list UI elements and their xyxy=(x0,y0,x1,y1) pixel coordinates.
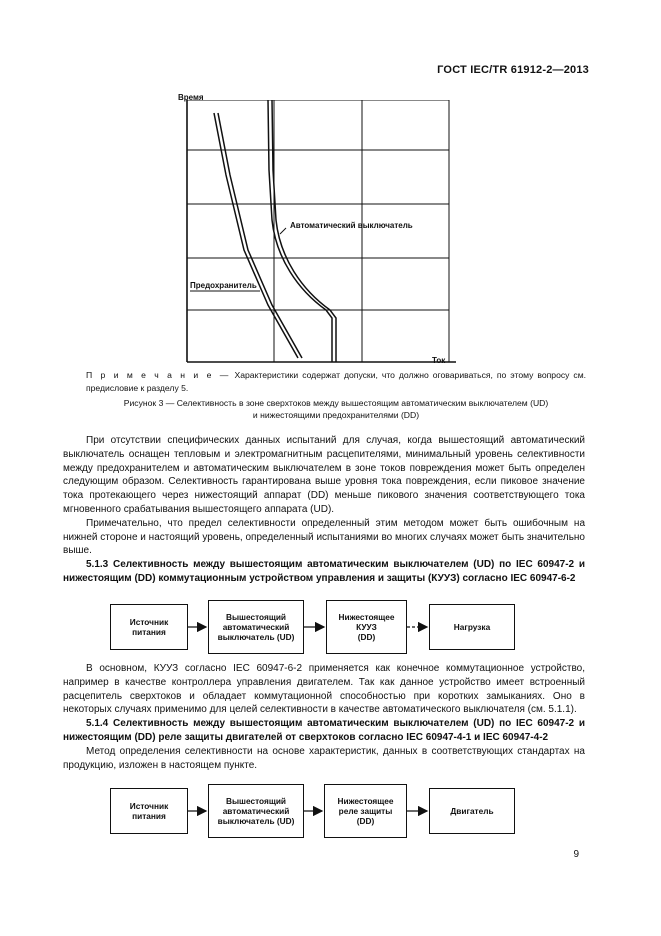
upstream-breaker-box: Вышестоящий автоматический выключатель (UD) xyxy=(208,600,304,654)
caption-line: Рисунок 3 — Селективность в зоне сверхтоков между вышестоящим автоматическим выключателем (UD) xyxy=(123,398,549,408)
page-number: 9 xyxy=(573,849,579,860)
paragraph: Примечательно, что предел селективности определенный этим методом может быть ошибочным на нижней стороне и настоящий уровень, определенный испытаниями во многих случаях может быть значительно выше. xyxy=(63,517,585,557)
note-prefix: П р и м е ч а н и е — xyxy=(86,370,231,380)
paragraph: В основном, КУУЗ согласно IEC 60947-6-2 применяется как конечное коммутационное устройство, например в качестве контроллера управления двигателем. Так как данное устройство имеет встроенный расцепитель сверхтоков и обладает коммутационной способностью при коротких замыканиях. Оно в некоторых случаях применимо для целей селективности в качестве автоматического выключателя (см. 5.1.1). xyxy=(63,663,585,716)
leader-line xyxy=(280,228,286,234)
downstream-cps-box: Нижестоящее КУУЗ (DD) xyxy=(326,600,407,654)
section-heading-5-1-3: 5.1.3 Селективность между вышестоящим автоматическим выключателем (UD) по IEC 60947-2 и нижестоящим (DD) коммутационным устройством управления и защиты (КУУЗ) согласно IEC 60947-6-2 xyxy=(63,559,585,584)
power-source-box: Источник питания xyxy=(110,604,188,650)
figure-caption xyxy=(60,397,612,421)
body-text-2 xyxy=(63,662,585,772)
upstream-breaker-box: Вышестоящий автоматический выключатель (UD) xyxy=(208,784,304,838)
figure-note xyxy=(86,369,586,395)
power-source-box: Источник питания xyxy=(110,788,188,834)
time-current-graph xyxy=(178,93,466,373)
note-text: Характеристики содержат допуски, что должно оговариваться, по этому вопросу см. предисловие к разделу 5. xyxy=(86,370,587,393)
axis-x-label: Ток xyxy=(432,356,446,365)
paragraph: Метод определения селективности на основе характеристик, данных в соответствующих стандартах на продукцию, изложен в настоящем пункте. xyxy=(63,745,585,771)
body-text-1 xyxy=(63,434,585,586)
breaker-curve-label: Автоматический выключатель xyxy=(290,221,413,230)
motor-box: Двигатель xyxy=(429,788,515,834)
section-heading-5-1-4: 5.1.4 Селективность между вышестоящим автоматическим выключателем (UD) по IEC 60947-2 и нижестоящим (DD) реле защиты двигателей от сверхтоков согласно IEC 60947-4-1 и IEC 60947-4-2 xyxy=(63,718,585,743)
downstream-relay-box: Нижестоящее реле защиты (DD) xyxy=(324,784,407,838)
axis-y-label: Время xyxy=(178,93,204,102)
document-header: ГОСТ IEC/TR 61912-2—2013 xyxy=(437,64,589,76)
graph-svg xyxy=(186,100,466,368)
caption-line: и нижестоящими предохранителями (DD) xyxy=(252,410,420,420)
paragraph: При отсутствии специфических данных испытаний для случая, когда вышестоящий автоматический выключатель оснащен тепловым и электромагнитным расцепителями, минимальный уровень селективности между предохранителем и автоматическим выключателем в зоне токов повреждения может быть определен следующим образом. Селективность гарантирована выше уровня тока повреждения, если пиковое значение тока протекающего через нижестоящий аппарат (DD) меньше пикового значения соответствующего тока мгновенного срабатывания вышестоящего аппарата (UD). xyxy=(63,435,585,515)
fuse-curve-label: Предохранитель xyxy=(190,281,257,290)
load-box: Нагрузка xyxy=(429,604,515,650)
